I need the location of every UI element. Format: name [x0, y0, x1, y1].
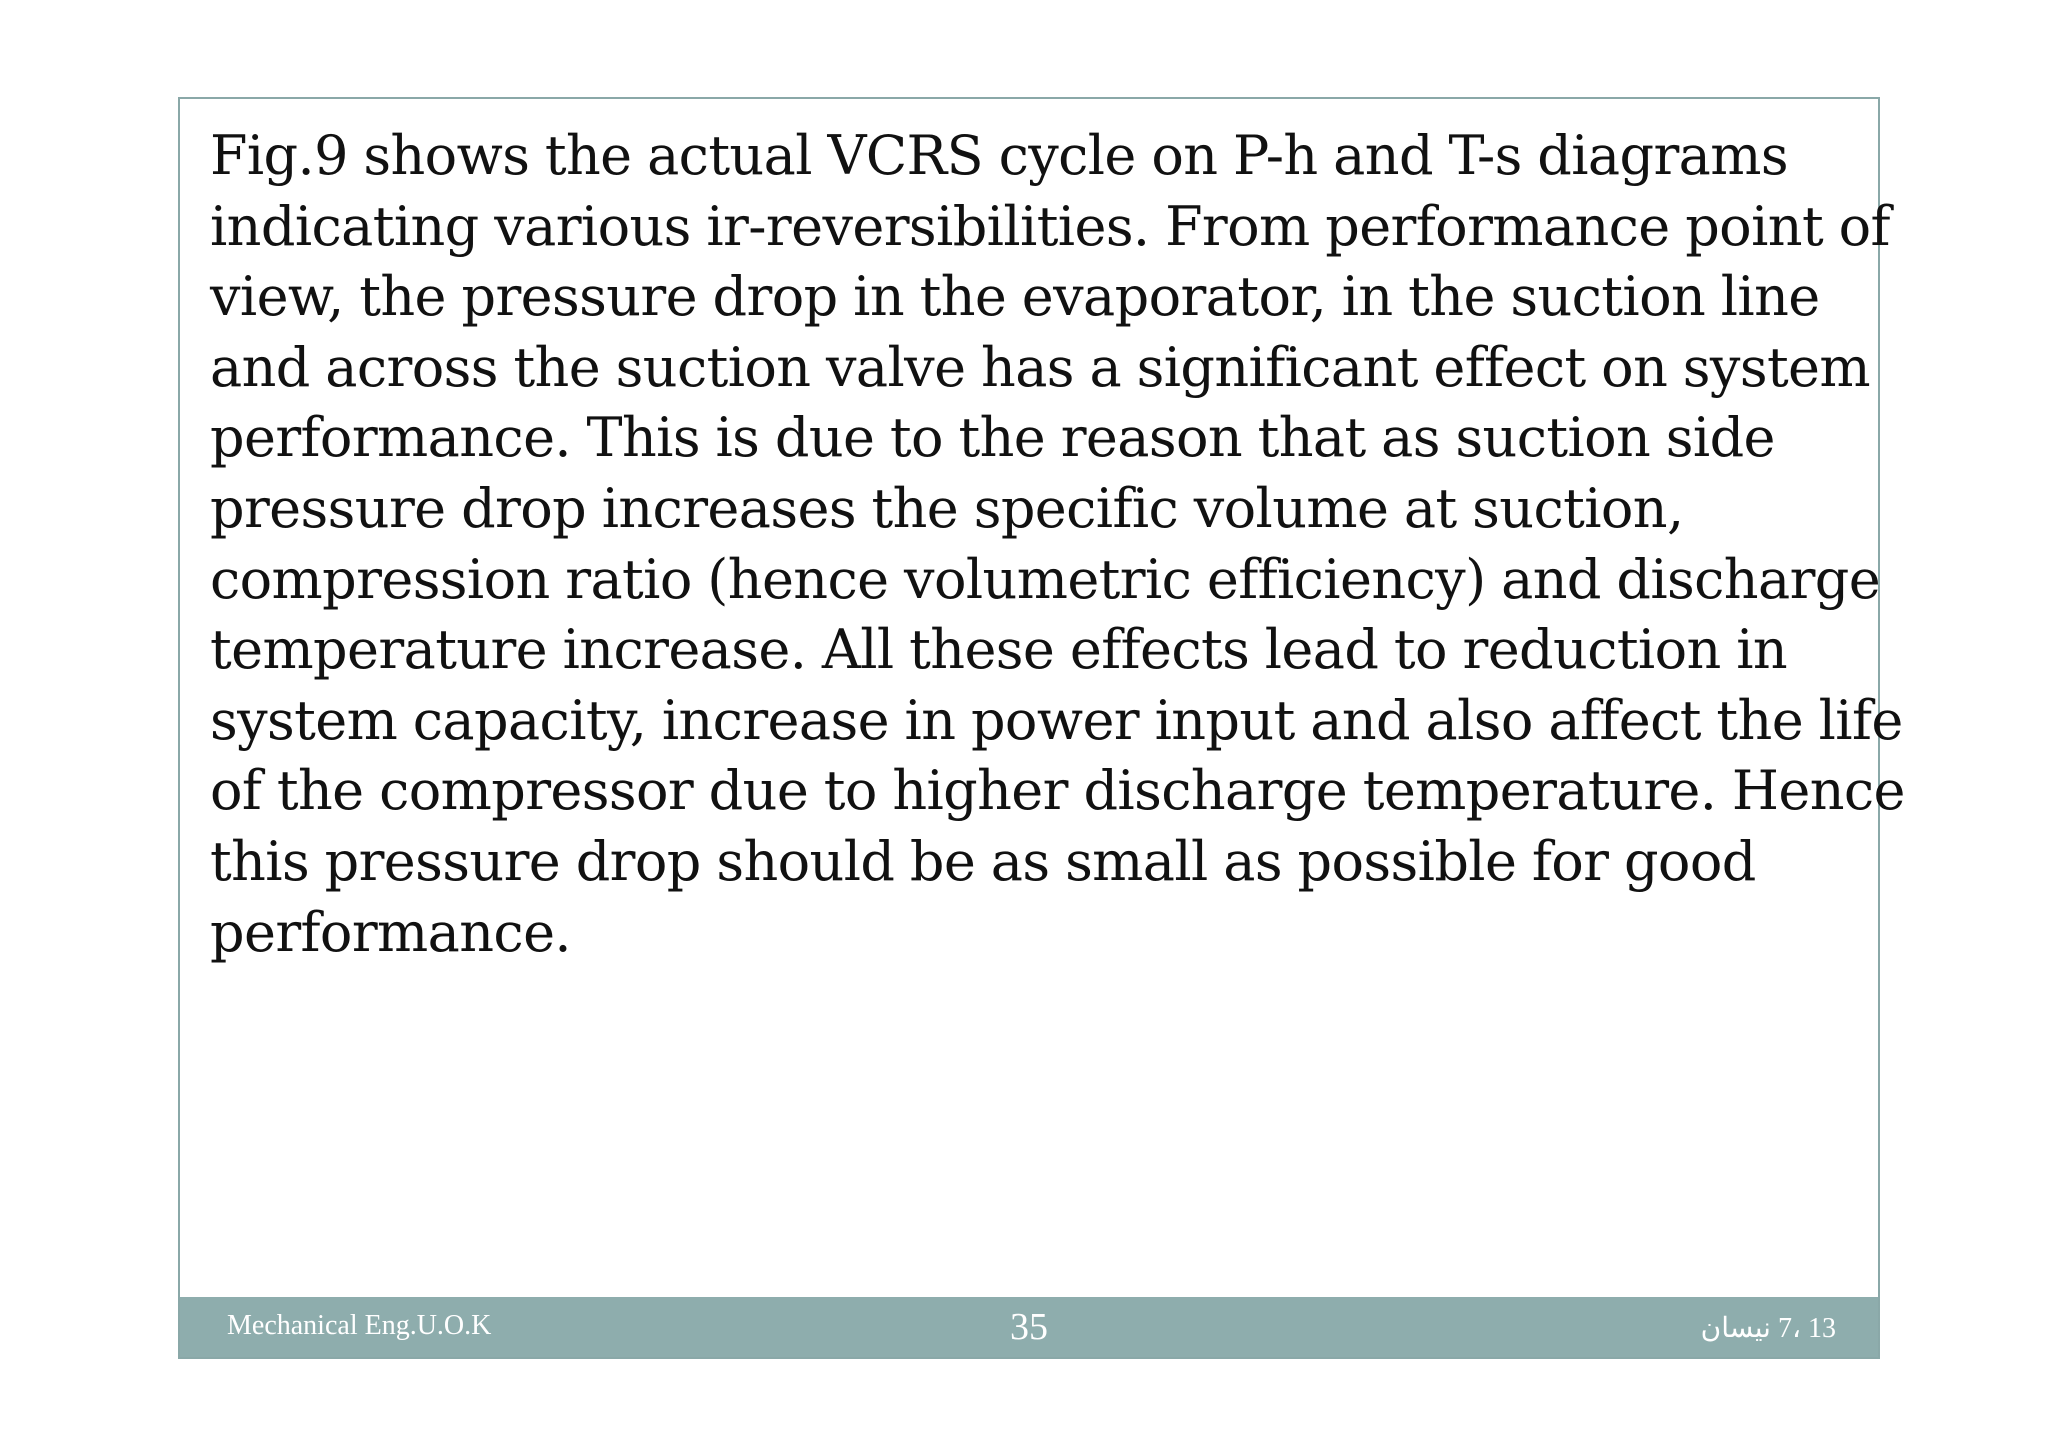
slide-body-text: [210, 121, 1905, 968]
body-line: of the compressor due to higher discharge temperature. Hence: [210, 759, 1905, 823]
body-line: indicating various ir-reversibilities. From performance point of: [210, 194, 1890, 258]
slide-footer: [180, 1297, 1878, 1357]
slide-frame: [178, 97, 1905, 1359]
footer-department: Mechanical Eng.U.O.K: [227, 1310, 492, 1341]
body-line: Fig.9 shows the actual VCRS cycle on P-h and T-s diagrams: [210, 124, 1788, 187]
body-line: performance. This is due to the reason that as suction side: [210, 406, 1775, 470]
body-line: pressure drop increases the specific volume at suction,: [210, 476, 1684, 540]
body-line: performance.: [210, 900, 571, 964]
footer-page-number: 35: [1010, 1306, 1048, 1348]
body-line: temperature increase. All these effects lead to reduction in: [210, 618, 1788, 682]
body-line: compression ratio (hence volumetric efficiency) and discharge: [210, 547, 1881, 611]
body-line: system capacity, increase in power input and also affect the life: [210, 688, 1903, 752]
body-line: this pressure drop should be as small as possible for good: [210, 829, 1756, 893]
footer-date: 13 ،7 نيسان: [1700, 1313, 1836, 1344]
body-line: and across the suction valve has a significant effect on system: [210, 335, 1871, 399]
body-line: view, the pressure drop in the evaporator, in the suction line: [210, 265, 1820, 329]
